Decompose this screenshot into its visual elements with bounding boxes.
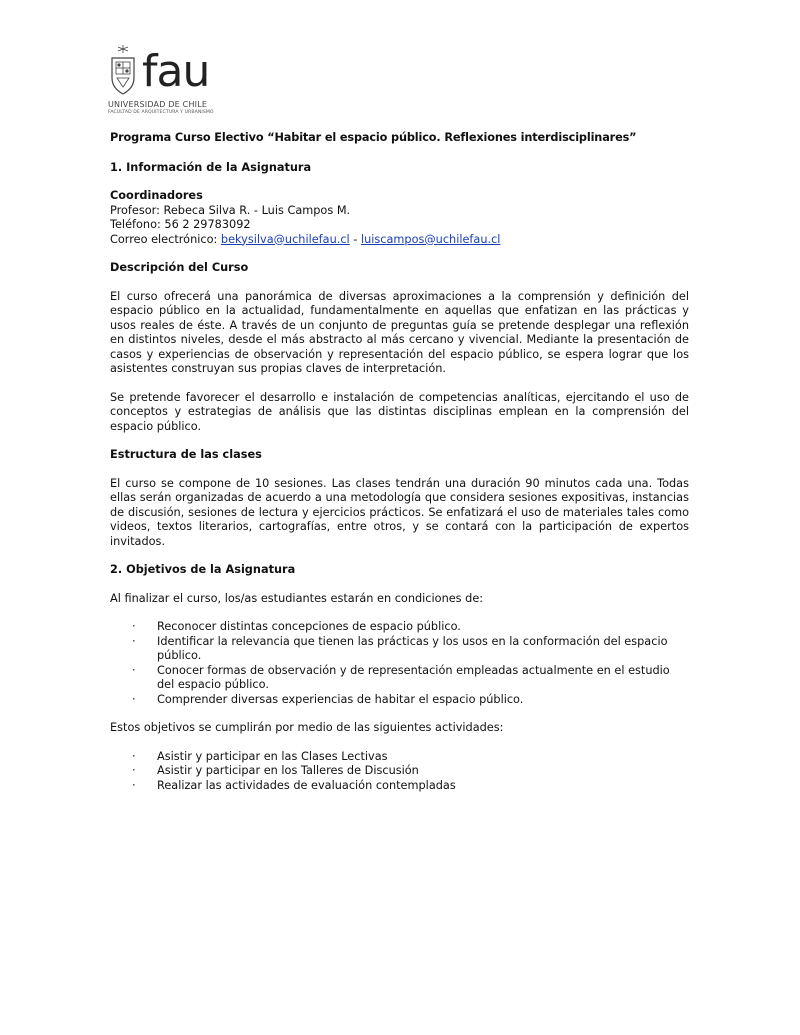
- activities-list: [110, 750, 689, 794]
- activity-text: Realizar las actividades de evaluación contempladas: [157, 778, 456, 792]
- list-item: [110, 750, 689, 765]
- list-item: [110, 664, 689, 693]
- list-item: [110, 635, 689, 664]
- list-item: [110, 693, 689, 708]
- document-title: Programa Curso Electivo “Habitar el espacio público. Reflexiones interdisciplinares”: [110, 131, 637, 144]
- list-item: [110, 779, 689, 794]
- bullet-dot-icon: ·: [132, 778, 136, 792]
- coordinators-heading: Coordinadores: [110, 189, 203, 202]
- section-2-heading: 2. Objetivos de la Asignatura: [110, 563, 296, 576]
- email-label: Correo electrónico:: [110, 232, 221, 246]
- document-body: [110, 131, 689, 807]
- email-separator: -: [349, 232, 361, 246]
- fau-logo: [108, 44, 228, 122]
- objectives-intro: Al finalizar el curso, los/as estudiantes estarán en condiciones de:: [110, 591, 484, 605]
- objective-text: Identificar la relevancia que tienen las prácticas y los usos en la conformación del espacio público.: [157, 634, 668, 662]
- activity-text: Asistir y participar en los Talleres de Discusión: [157, 764, 419, 777]
- structure-heading: Estructura de las clases: [110, 448, 262, 461]
- list-item: [110, 764, 689, 779]
- activity-text: Asistir y participar en las Clases Lectivas: [157, 749, 388, 763]
- bullet-dot-icon: ·: [132, 764, 136, 777]
- phone-line: Teléfono: 56 2 29783092: [110, 218, 251, 231]
- bullet-dot-icon: ·: [132, 749, 136, 763]
- objective-text: Reconocer distintas concepciones de espacio público.: [157, 620, 461, 633]
- description-paragraph-1: El curso ofrecerá una panorámica de diversas aproximaciones a la comprensión y definición del espacio público en la actualidad, fundamentalmente en aquellas que enfatizan en las prácticas y usos reales de éste. A través de un conjunto de preguntas guía se pretende desplegar una reflexión en distintos niveles, desde el más abstracto al más cercano y vivencial. Mediante la presentación de casos y experiencias de observación y representación del espacio público, se espera lograr que los asistentes construyan sus propias claves de interpretación.: [110, 289, 689, 375]
- list-item: [110, 620, 689, 635]
- logo-faculty-name: FACULTAD DE ARQUITECTURA Y URBANISMO: [108, 110, 214, 115]
- email-link-campos[interactable]: luiscampos@uchilefau.cl: [360, 232, 501, 246]
- structure-paragraph: El curso se compone de 10 sesiones. Las clases tendrán una duración 90 minutos cada una. Todas ellas serán organizadas de acuerdo a una metodología que considera sesiones expositivas, instancias de discusión, sesiones de lectura y ejercicios prácticos. Se enfatizará el uso de materiales tales como videos, textos literarios, cartografías, entre otros, y se contará con la participación de expertos invitados.: [110, 476, 689, 548]
- bullet-dot-icon: ·: [132, 663, 136, 677]
- objective-text: Comprender diversas experiencias de habitar el espacio público.: [157, 692, 524, 706]
- email-line: [110, 233, 689, 248]
- activities-intro: Estos objetivos se cumplirán por medio de las siguientes actividades:: [110, 721, 504, 734]
- description-paragraph-2: Se pretende favorecer el desarrollo e instalación de competencias analíticas, ejercitando el uso de conceptos y estrategias de análisis que las distintas disciplinas emplean en la comprensión del espacio público.: [110, 390, 689, 433]
- bullet-dot-icon: ·: [132, 634, 136, 648]
- objectives-list: [110, 620, 689, 707]
- description-heading: Descripción del Curso: [110, 261, 249, 274]
- professor-line: Profesor: Rebeca Silva R. - Luis Campos M.: [110, 203, 351, 217]
- logo-wordmark: fau: [142, 46, 210, 97]
- bullet-dot-icon: ·: [132, 620, 136, 633]
- bullet-dot-icon: ·: [132, 692, 136, 706]
- objective-text: Conocer formas de observación y de representación empleadas actualmente en el estudio del espacio público.: [157, 663, 670, 691]
- university-shield-icon: [108, 44, 138, 96]
- coordinators-block: [110, 189, 689, 247]
- section-1-heading: 1. Información de la Asignatura: [110, 160, 312, 174]
- email-link-silva[interactable]: bekysilva@uchilefau.cl: [220, 232, 350, 246]
- logo-university-name: UNIVERSIDAD DE CHILE: [108, 100, 208, 109]
